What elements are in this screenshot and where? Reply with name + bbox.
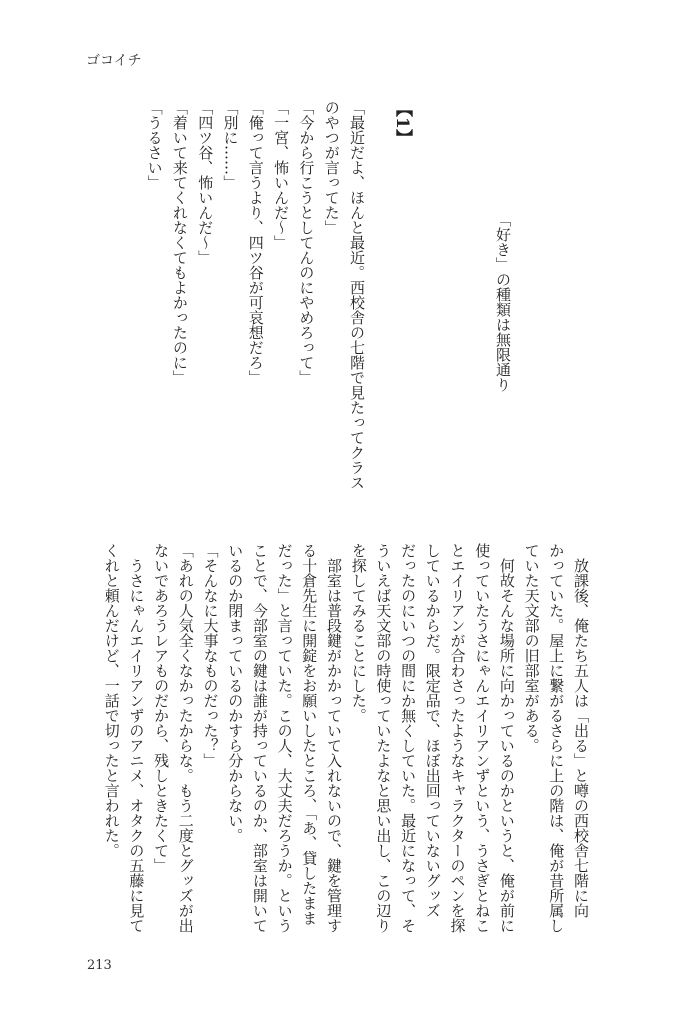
text-column: ないであろうレアものだから、残しときたくて」 (152, 543, 171, 873)
text-column: かっていた。屋上に繋がるさらに上の階は、俺が昔所属し (547, 543, 566, 933)
text-column: 「四ツ谷、怖いんだ〜」 (196, 100, 215, 265)
text-column: 「別に……」 (221, 100, 240, 190)
text-column: 「着いて来てくれなくてもよかったのに」 (170, 100, 189, 385)
chapter-number: 【1】 (392, 100, 412, 146)
text-column: 「うるさい」 (145, 100, 164, 190)
text-column: 「今から行こうとしてんのにやめろって」 (297, 100, 316, 385)
text-column: くれと頼んだけど、一話で切ったと言われた。 (102, 543, 121, 858)
text-column: る十倉先生に開錠をお願いしたところ、「あ、貸したまま (300, 543, 319, 926)
text-column: 「あれの人気全くなかったからな。もう二度とグッズが出 (176, 543, 195, 933)
text-column: いるのか閉まっているのかすら分からない。 (226, 543, 245, 843)
text-column: 部室は普段鍵がかかっていて入れないので、鍵を管理す (325, 543, 343, 933)
text-column: 「最近だよ、ほんと最近。西校舎の七階で見たってクラス (348, 100, 366, 490)
text-column: だった」と言っていた。この人、大丈夫だろうか。という (275, 543, 294, 933)
text-column: のやつが言ってた」 (322, 100, 341, 235)
running-header: ゴコイチ (86, 53, 142, 69)
text-column: 「俺って言うより、四ツ谷が可哀想だろ」 (246, 100, 265, 385)
section-title: 「好き」の種類は無限通り (494, 212, 512, 392)
text-column: 何故そんな場所に向かっているのかというと、俺が前に (497, 543, 516, 933)
text-column: 「そんなに大事なものだった？」 (201, 543, 220, 768)
text-column: うさにゃんエイリアンずのアニメ、オタクの五藤に見て (127, 543, 146, 933)
text-column: 「一宮、怖いんだ〜」 (272, 100, 291, 250)
text-column: とエイリアンが合わさったようなキャラクターのペンを探 (448, 543, 467, 933)
text-column: ういえば天文部の時使っていたよなと思い出し、この辺り (374, 543, 393, 933)
text-column: を探してみることにした。 (349, 543, 368, 723)
text-column: しているからだ。限定品で、ほぼ出回っていないグッズ (423, 543, 442, 918)
text-column: だったのにいつの間にか無くしていた。最近になって、そ (399, 543, 418, 933)
text-column: ことで、今部室の鍵は誰が持っているのか、部室は開いて (250, 543, 269, 933)
text-column: 放課後、俺たち五人は「出る」と噂の西校舎七階に向 (572, 543, 590, 918)
text-column: ていた天文部の旧部室がある。 (522, 543, 541, 753)
page-number: 213 (87, 958, 112, 973)
text-column: 使っていたうさにゃんエイリアンずという、うさぎとねこ (473, 543, 492, 933)
